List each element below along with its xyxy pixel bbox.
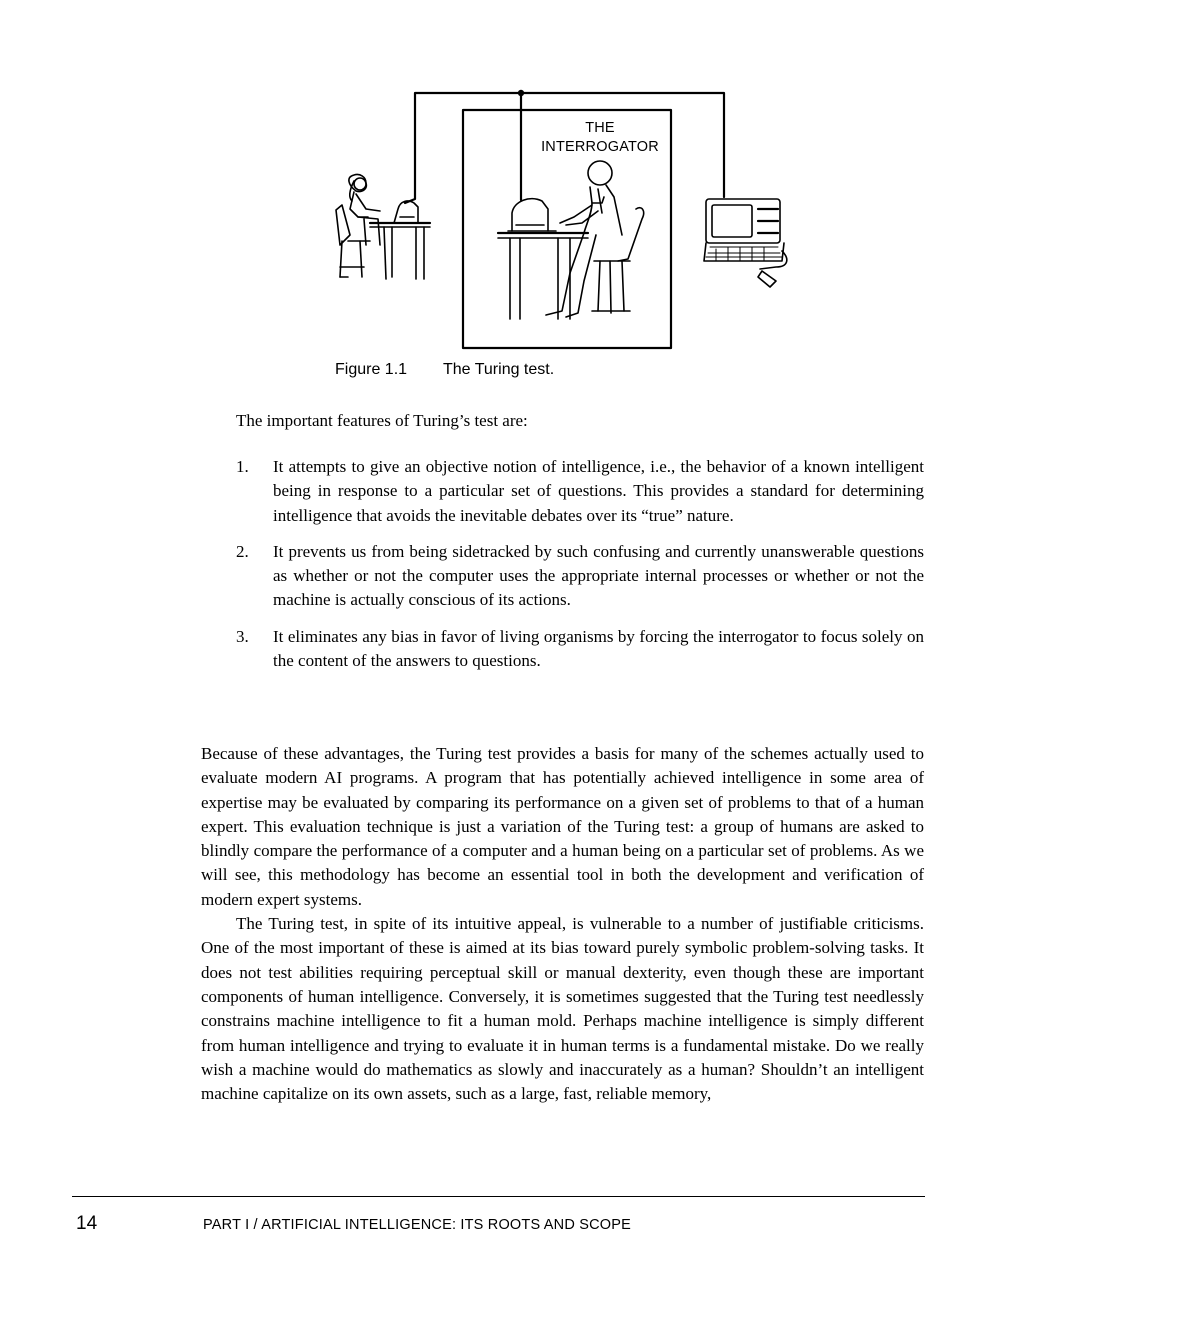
list-item-text: It prevents us from being sidetracked by such confusing and currently unanswerable questions as whether or not the computer uses the appropriate internal processes or whether or not the machine is actually conscious of its actions.	[273, 541, 924, 610]
list-item	[236, 455, 924, 528]
paragraph: Because of these advantages, the Turing test provides a basis for many of the schemes actually used to evaluate modern AI programs. A program that has potentially achieved intelligence in some area of expertise may be evaluated by comparing its performance on a given set of problems to that of a human expert. This evaluation technique is just a variation of the Turing test: a group of humans are asked to blindly compare the performance of a computer and a human being on a particular set of problems. As we will see, this methodology has become an essential tool in both the development and verification of modern expert systems.	[201, 744, 924, 909]
list-item	[236, 540, 924, 613]
features-list	[236, 455, 924, 685]
turing-test-figure	[330, 85, 800, 355]
page-number: 14	[76, 1213, 98, 1234]
interrogator-label-line1: THE	[585, 120, 615, 136]
list-item-number: 2.	[236, 541, 249, 561]
footer-rule	[72, 1196, 925, 1197]
interrogator-icon	[498, 161, 644, 319]
body-text	[201, 742, 924, 1106]
list-intro: The important features of Turing’s test are:	[236, 411, 528, 430]
figure-caption	[335, 361, 554, 379]
running-footer: PART I / ARTIFICIAL INTELLIGENCE: ITS ROOTS AND SCOPE	[203, 1217, 631, 1233]
computer-terminal-icon	[704, 199, 787, 287]
list-item	[236, 625, 924, 674]
list-item-text: It attempts to give an objective notion of intelligence, i.e., the behavior of a known intelligent being in response to a particular set of questions. This provides a standard for determining intelligence that avoids the inevitable debates over its “true” nature.	[273, 457, 924, 525]
list-item-text: It eliminates any bias in favor of living organisms by forcing the interrogator to focus solely on the content of the answers to questions.	[273, 626, 924, 671]
figure-caption-number: Figure 1.1	[335, 361, 408, 378]
list-item-number: 3.	[236, 626, 249, 646]
paragraph: The Turing test, in spite of its intuitive appeal, is vulnerable to a number of justifiable criticisms. One of the most important of these is aimed at its bias toward purely symbolic problem-solving tasks. It does not test abilities requiring perceptual skill or manual dexterity, even though these are important components of human intelligence. Conversely, it is sometimes suggested that the Turing test needlessly constrains machine intelligence to fit a human mold. Perhaps machine intelligence is simply different from human intelligence and trying to evaluate it in human terms is a fundamental mistake. Do we really wish a machine would do mathematics as slowly and inaccurately as a human? Shouldn’t an intelligent machine capitalize on its own assets, such as a large, fast, reliable memory,	[201, 914, 924, 1104]
figure-caption-title: The Turing test.	[443, 361, 555, 378]
interrogator-label	[530, 119, 670, 157]
list-item-number: 1.	[236, 457, 249, 476]
interrogator-label-line2: INTERROGATOR	[541, 139, 659, 155]
